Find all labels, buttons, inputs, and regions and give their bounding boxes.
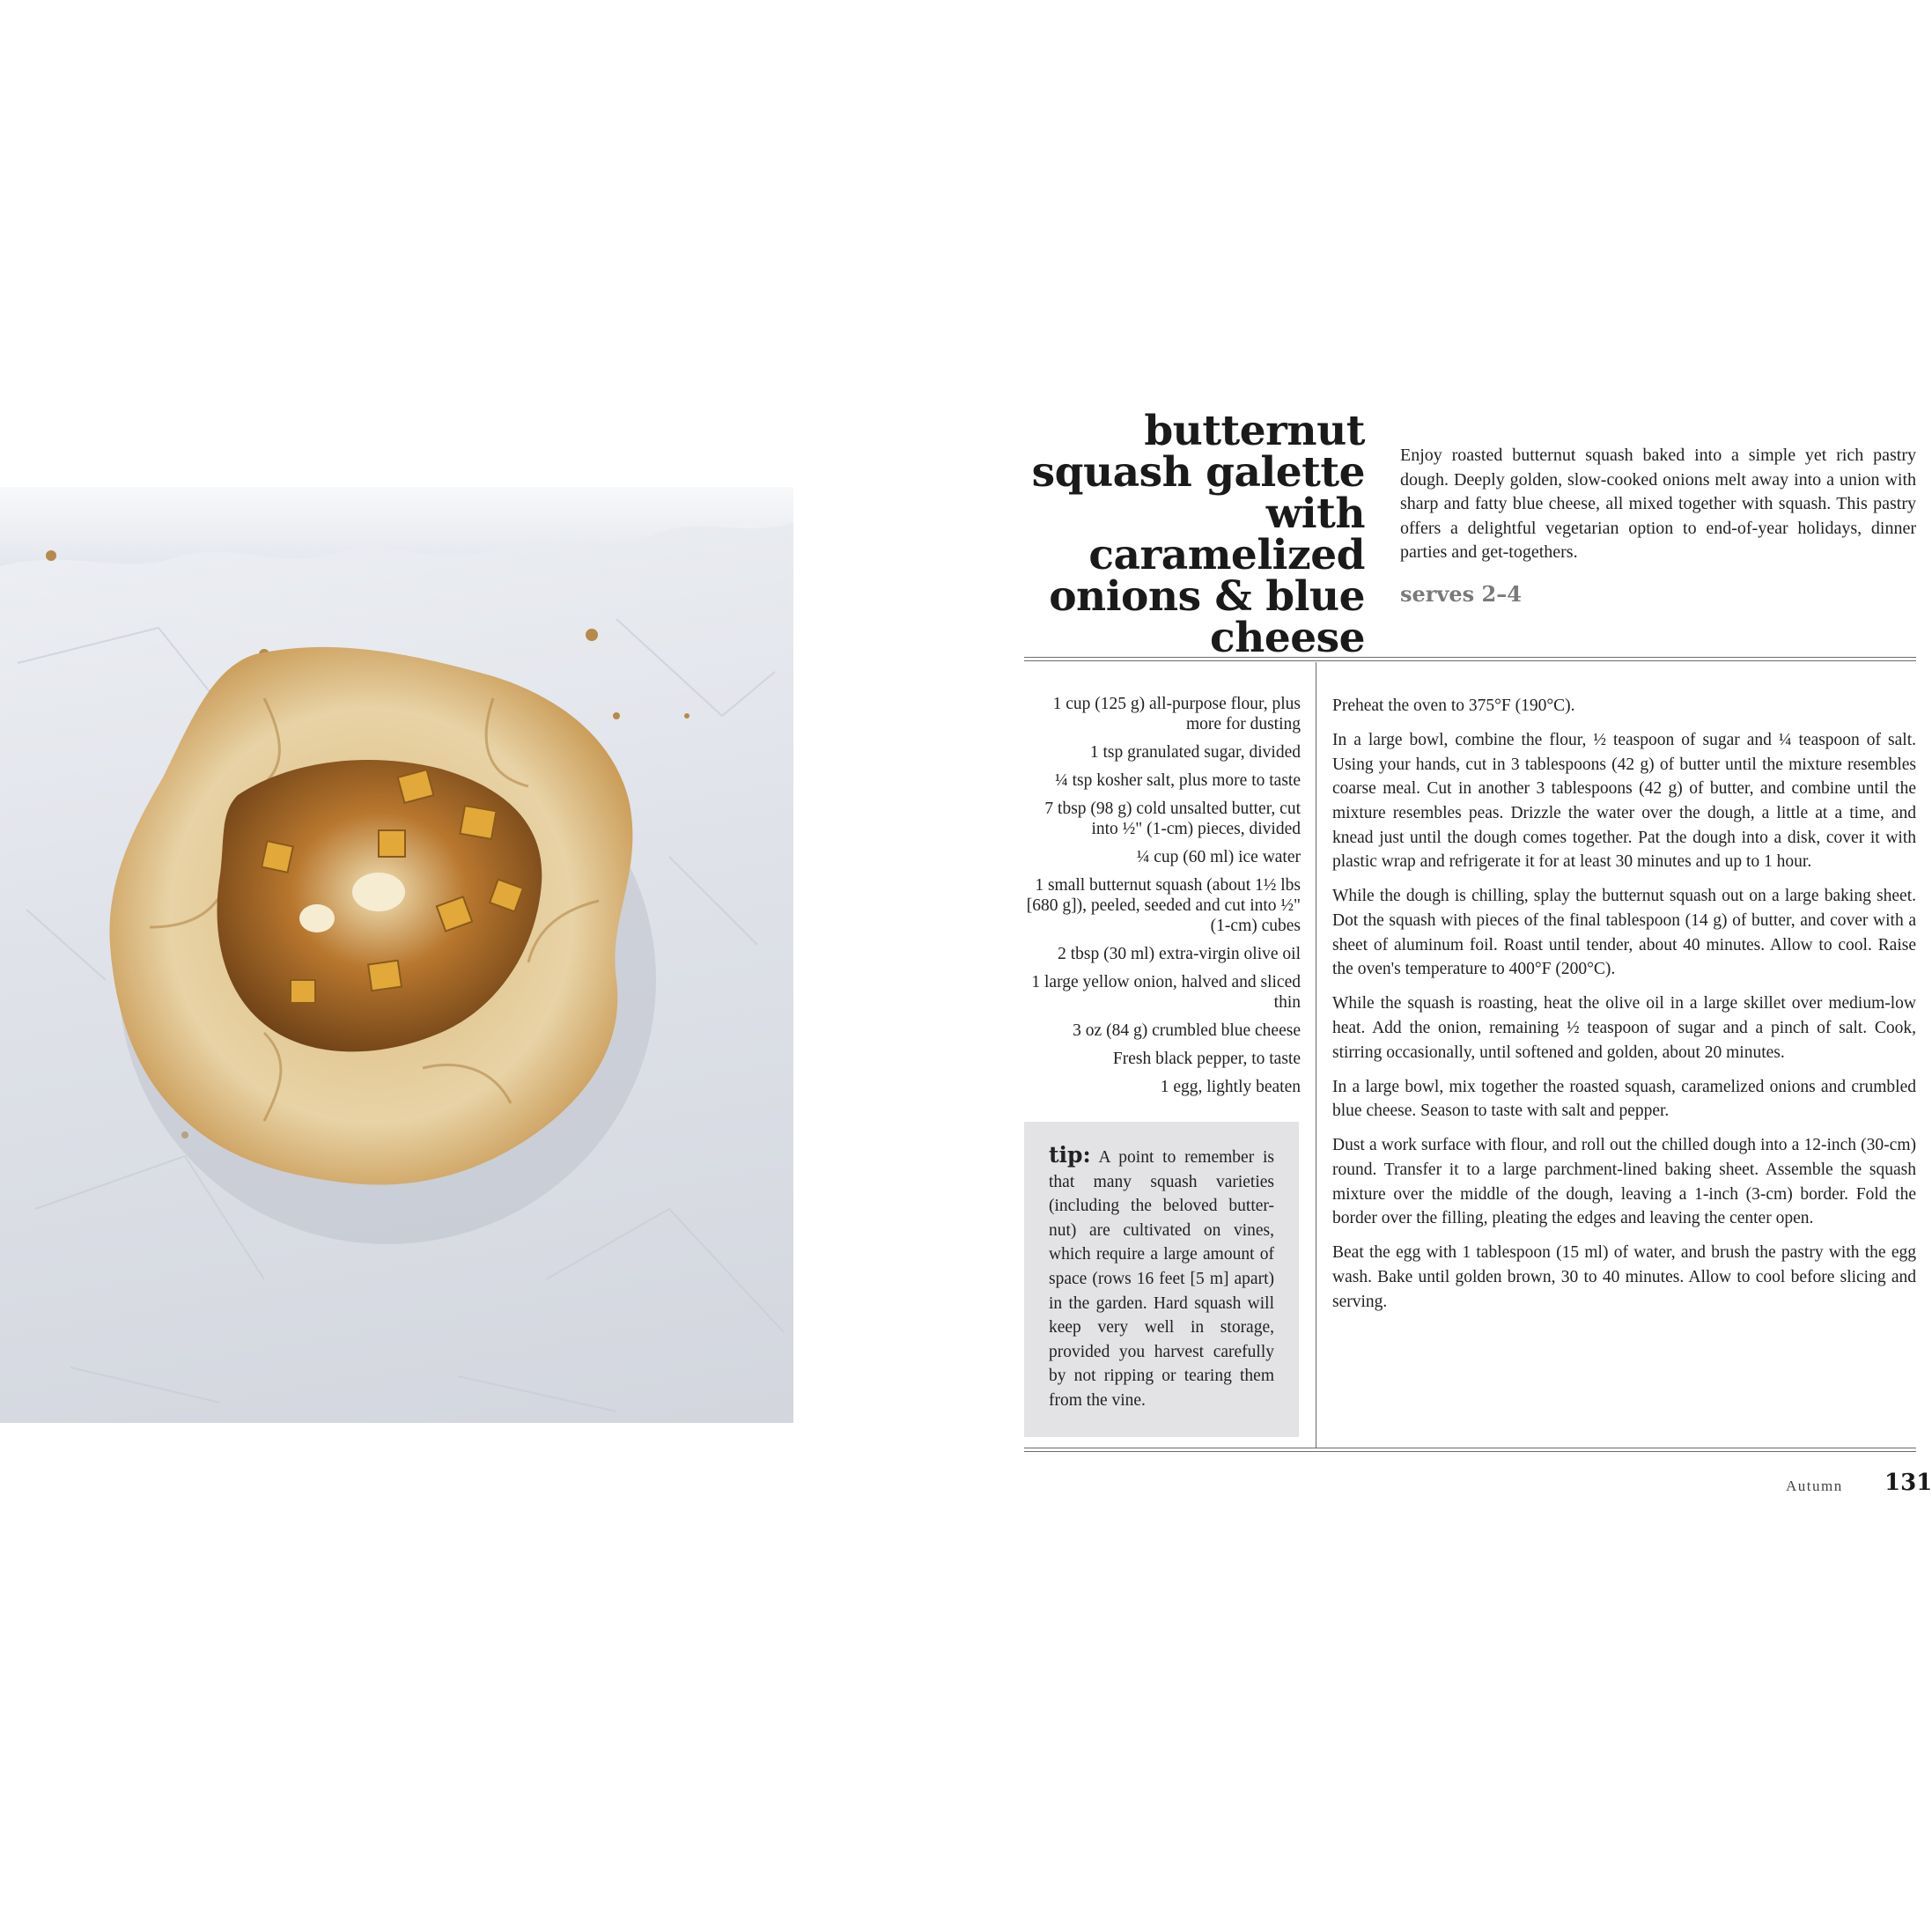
method-step: Dust a work surface with flour, and roll out the chilled dough into a 12-inch (30-cm) round. Transfer it to a large parchment-lined baking sheet. Assemble the squash mixture over the middle of the dough, leaving a 1-inch (3-cm) border. Fold the border over the filling, pleating the edges and leaving the center open.	[1332, 1136, 1916, 1228]
ingredient-item: 1 tsp granulated sugar, divided	[1089, 743, 1301, 762]
page-number: 131	[1884, 1470, 1932, 1496]
ingredient-item: Fresh black pepper, to taste	[1112, 1050, 1301, 1068]
galette-photo	[0, 487, 793, 1423]
top-double-rule	[1024, 657, 1916, 661]
method-step: While the dough is chilling, splay the butternut squash out on a large baking sheet. Dot the squash with pieces of the final tablespoon (14 g) of butter, and cover with a sheet of aluminum foil. Roast until tender, about 40 minutes. Allow to cool. Raise the oven's temperature to 400°F (200°C).	[1332, 887, 1916, 979]
ingredient-item: 2 tbsp (30 ml) extra-virgin olive oil	[1058, 945, 1301, 963]
section-name: Autumn	[1786, 1478, 1843, 1494]
ingredient-item: 7 tbsp (98 g) cold unsalted butter, cut into ½" (1-cm) pieces, divided	[1044, 800, 1301, 838]
ingredient-item: 3 oz (84 g) crumbled blue cheese	[1073, 1021, 1301, 1040]
serves-label: serves 2–4	[1400, 581, 1522, 607]
galette-illustration	[0, 487, 793, 1423]
tip-box	[1024, 1122, 1299, 1437]
ingredient-item: 1 egg, lightly beaten	[1160, 1078, 1301, 1096]
method-step: In a large bowl, mix together the roasted squash, caramelized onions and crumbled blue cheese. Season to taste with salt and pepper.	[1332, 1077, 1916, 1121]
method-step: Preheat the oven to 375°F (190°C).	[1332, 696, 1575, 715]
method-steps	[1332, 694, 1916, 1324]
ingredient-list	[1024, 694, 1301, 1105]
method-step: Beat the egg with 1 tablespoon (15 ml) of water, and brush the pastry with the egg wash. Bake until golden brown, 30 to 40 minutes. Allow to cool before slicing and serving.	[1332, 1243, 1916, 1311]
tip-text: A point to remember is that many squash varieties (including the beloved butter-nut) are cultivated on vines, which require a large amount of space (rows 16 feet [5 m] apart) in the garden. Hard squash will keep very well in storage, provided you harvest carefully by not ripping or tearing them from the vine.	[1049, 1148, 1274, 1410]
ingredient-item: 1 small butternut squash (about 1½ lbs [680 g]), peeled, seeded and cut into ½" (1-cm) cubes	[1026, 876, 1301, 935]
ingredient-item: ¼ tsp kosher salt, plus more to taste	[1055, 771, 1301, 790]
tip-label: tip:	[1049, 1142, 1091, 1168]
recipe-title: butternut squash galette with caramelized onions & blue cheese	[1031, 407, 1365, 662]
ingredient-item: ¼ cup (60 ml) ice water	[1136, 848, 1301, 866]
ingredient-item: 1 cup (125 g) all-purpose flour, plus more for dusting	[1052, 695, 1301, 733]
recipe-intro: Enjoy roasted butternut squash baked into a simple yet rich pastry dough. Deeply golden, slow-cooked onions melt away into a union with sharp and fatty blue cheese, all mixed together with squash. This pastry offers a delightful vegetarian option to end-of-year holidays, dinner parties and get-togethers.	[1400, 446, 1916, 562]
bottom-double-rule	[1024, 1448, 1916, 1452]
ingredient-item: 1 large yellow onion, halved and sliced thin	[1031, 973, 1301, 1012]
method-step: In a large bowl, combine the flour, ½ teaspoon of sugar and ¼ teaspoon of salt. Using your hands, cut in 3 tablespoons (42 g) of butter until the mixture resembles coarse meal. Cut in another 3 tablespoons (42 g) of butter, and combine until the mixture resembles peas. Drizzle the water over the dough, a little at a time, and knead just until the dough comes together. Pat the dough into a disk, cover it with plastic wrap and refrigerate it for at least 30 minutes and up to 1 hour.	[1332, 731, 1916, 872]
method-step: While the squash is roasting, heat the olive oil in a large skillet over medium-low heat. Add the onion, remaining ½ teaspoon of sugar and a pinch of salt. Cook, stirring occasionally, until softened and golden, about 20 minutes.	[1332, 994, 1916, 1062]
